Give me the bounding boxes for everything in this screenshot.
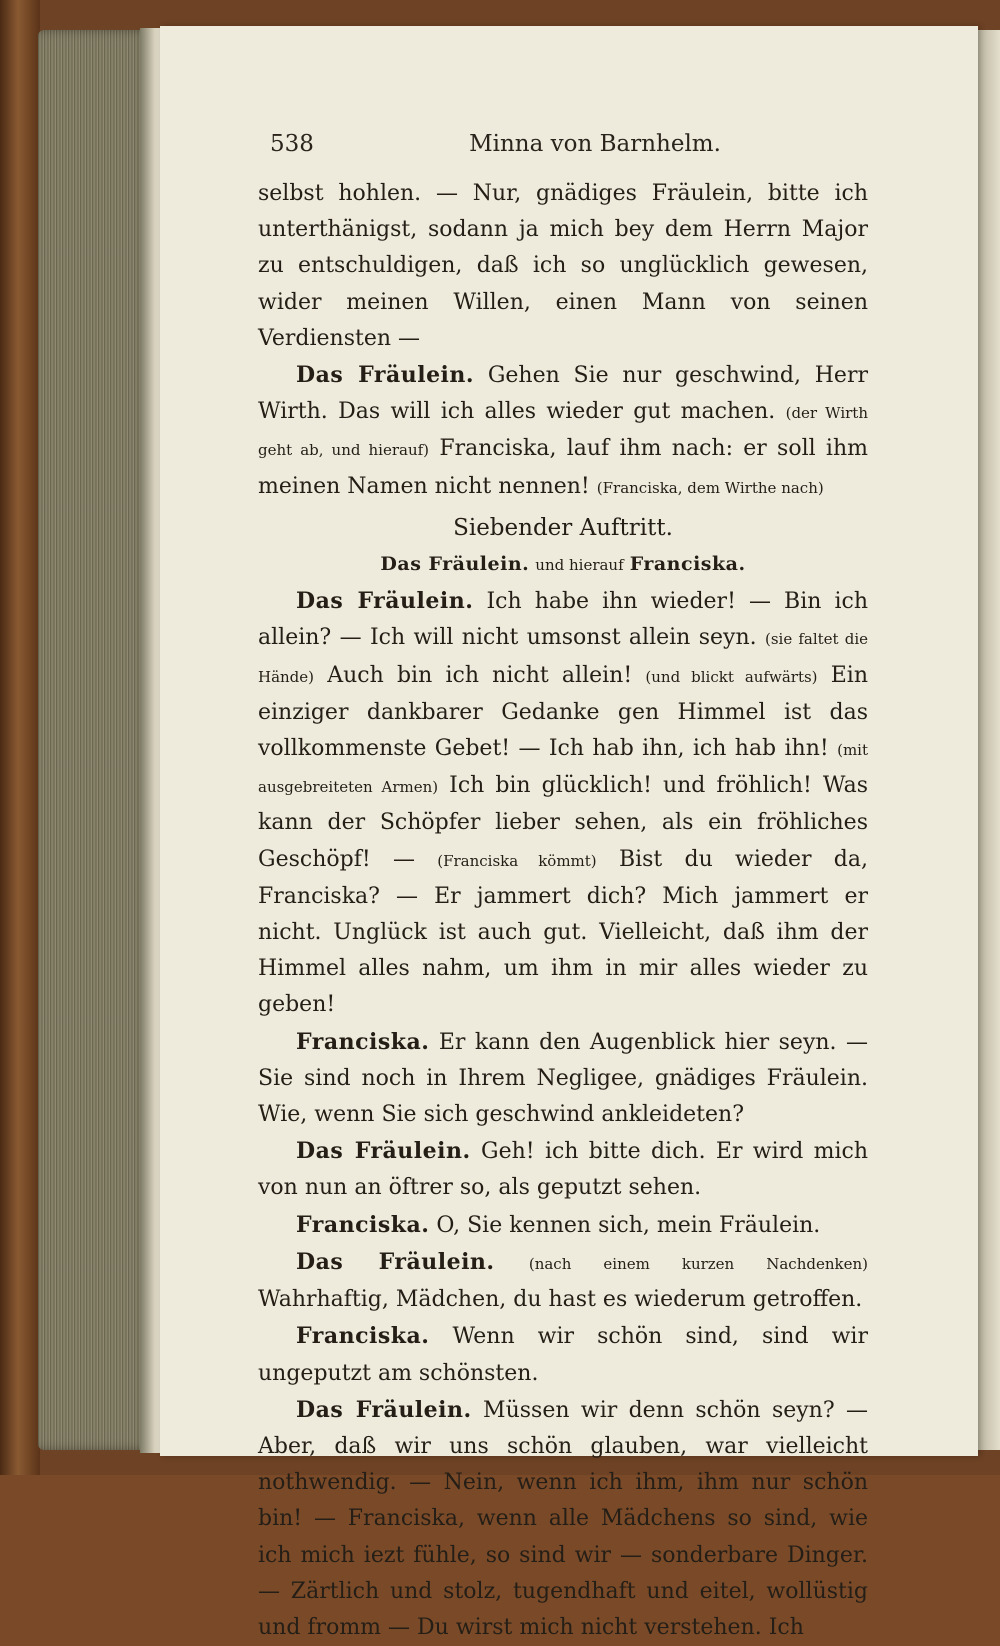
speaker-label: Franciska. bbox=[296, 1028, 430, 1055]
page-stack bbox=[38, 30, 150, 1450]
stage-direction: (und blickt aufwärts) bbox=[645, 667, 818, 686]
dialogue-text: Wenn wir schön sind, sind wir ungeputzt am schönsten. bbox=[258, 1324, 868, 1386]
paragraph-7 bbox=[258, 1244, 868, 1318]
dialogue-text: Geh! ich bitte dich. Er wird mich von nun an öftrer so, als geputzt sehen. bbox=[258, 1139, 868, 1201]
speaker-label: Das Fräulein. bbox=[296, 362, 475, 389]
dialogue-text: Ich bin glücklich! und fröhlich! Was kann der Schöpfer lieber sehen, als ein fröhliches Geschöpf! — bbox=[258, 773, 868, 872]
paragraph-4 bbox=[258, 1024, 868, 1134]
paragraph-5 bbox=[258, 1133, 868, 1206]
dialogue-text: Ich habe ihn wieder! — Bin ich allein? — Ich will nicht umsonst allein seyn. bbox=[258, 589, 868, 651]
stage-direction: (sie faltet die Hände) bbox=[258, 630, 868, 686]
dialogue-text: Auch bin ich nicht allein! bbox=[327, 662, 633, 688]
paragraph-3 bbox=[258, 583, 868, 1023]
cast-name: Das Fräulein. bbox=[380, 553, 530, 576]
speaker-label: Franciska. bbox=[296, 1323, 430, 1350]
page-number: 538 bbox=[270, 131, 314, 157]
stage-direction: (Franciska, dem Wirthe nach) bbox=[596, 478, 824, 497]
stage-direction: (nach einem kurzen Nachdenken) bbox=[528, 1254, 868, 1273]
dialogue-text: Wahrhaftig, Mädchen, du hast es wiederum getroffen. bbox=[258, 1287, 863, 1313]
dialogue-text: O, Sie kennen sich, mein Fräulein. bbox=[436, 1212, 821, 1238]
speaker-label: Das Fräulein. bbox=[296, 588, 474, 615]
stage-direction: (mit ausgebreiteten Armen) bbox=[258, 741, 868, 797]
line-text: selbst hohlen. — Nur, gnädiges Fräulein, bitte ich unterthänigst, sodann ja mich bey dem Herrn Major zu entschuldigen, daß ich so unglücklich gewesen, wider meinen Willen, einen Mann von seinen Verdiensten — bbox=[258, 181, 868, 351]
paragraph-1 bbox=[258, 176, 868, 357]
speaker-label: Franciska. bbox=[296, 1211, 430, 1238]
paragraph-8 bbox=[258, 1318, 868, 1391]
dialogue-text: Er kann den Augenblick hier seyn. — Sie sind noch in Ihrem Negligee, gnädiges Fräulein. Wie, wenn Sie sich geschwind ankleideten? bbox=[258, 1029, 868, 1128]
paragraph-2 bbox=[258, 357, 868, 506]
book-cover-edge bbox=[0, 0, 40, 1475]
scene-title: Siebender Auftritt. bbox=[453, 514, 673, 541]
stage-direction: (Franciska kömmt) bbox=[437, 851, 597, 870]
stage-direction: (der Wirth geht ab, und hierauf) bbox=[258, 404, 868, 460]
text-block bbox=[258, 176, 868, 1646]
dialogue-text: Franciska, lauf ihm nach: er soll ihm meinen Namen nicht nennen! bbox=[258, 436, 868, 499]
page-header bbox=[270, 131, 920, 171]
speaker-label: Das Fräulein. bbox=[296, 1396, 472, 1423]
speaker-label: Das Fräulein. bbox=[296, 1138, 471, 1165]
running-head: Minna von Barnhelm. bbox=[469, 131, 721, 157]
dialogue-text: Gehen Sie nur geschwind, Herr Wirth. Das will ich alles wieder gut machen. bbox=[258, 363, 868, 425]
book-page bbox=[160, 26, 978, 1640]
cast-connector: und hierauf bbox=[535, 556, 624, 575]
cast-name: Franciska. bbox=[629, 553, 746, 576]
paragraph-9 bbox=[258, 1392, 868, 1646]
dialogue-text: Müssen wir denn schön seyn? — Aber, daß wir uns schön glauben, war vielleicht nothwendig. — Nein, wenn ich ihm, ihm nur schön bin! — Franciska, wenn alle Mädchens so sind, wie ich mich iezt fühle, so sind wir — sonderbare Dinger. — Zärtlich und stolz, tugendhaft und eitel, wollüstig und fromm — Du wirst mich nicht verstehen. Ich bbox=[258, 1397, 868, 1640]
dialogue-text: Bist du wieder da, Franciska? — Er jammert dich? Mich jammert er nicht. Unglück ist auch gut. Vielleicht, daß ihm der Himmel alles nahm, um ihm in mir alles wieder zu geben! bbox=[258, 846, 868, 1018]
scene-cast bbox=[258, 546, 868, 583]
paragraph-6 bbox=[258, 1207, 868, 1244]
dialogue-text: Ein einziger dankbarer Gedanke gen Himmel ist das vollkommenste Gebet! — Ich hab ihn, ich hab ihn! bbox=[258, 662, 868, 762]
next-page-edge bbox=[978, 30, 1000, 1450]
speaker-label: Das Fräulein. bbox=[296, 1248, 495, 1275]
